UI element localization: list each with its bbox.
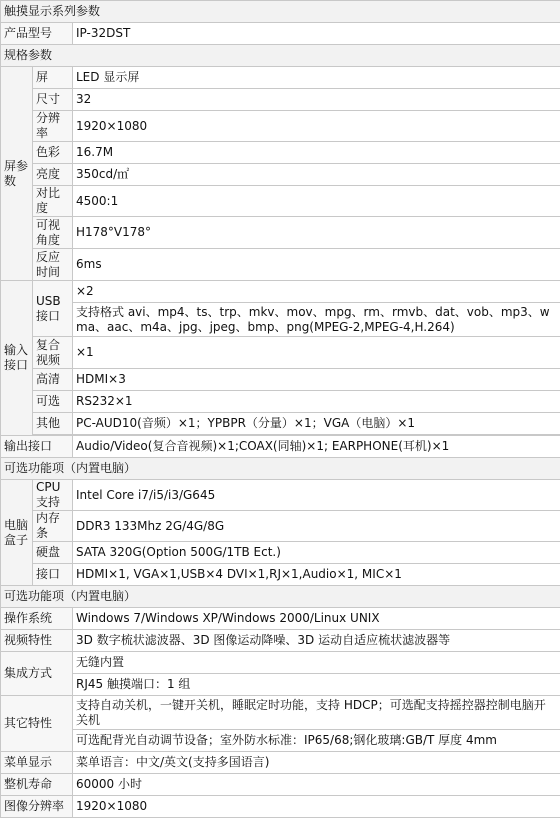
table-row: [1, 413, 560, 435]
integ-value: RJ45 触摸端口：1 组: [73, 674, 560, 696]
row-value: PC-AUD10(音频）×1；YPBPR（分量）×1；VGA（电脑）×1: [73, 413, 560, 435]
row-label: 可视角度: [33, 217, 73, 249]
table-row: [1, 249, 560, 281]
table-row: [1, 142, 560, 164]
res-value: 1920×1080: [73, 796, 560, 818]
output-value: Audio/Video(复合音视频)×1;COAX(同轴)×1; EARPHONE(耳机)×1: [73, 436, 560, 458]
output-row: [1, 436, 560, 458]
row-label: 反应时间: [33, 249, 73, 281]
row-label: USB 接口: [33, 281, 73, 337]
table-row: [1, 67, 560, 89]
input-group-label: 输入接口: [1, 281, 33, 436]
row-value: 350cd/㎡: [73, 164, 560, 186]
model-row: [1, 23, 560, 45]
row-label: 复合视频: [33, 337, 73, 369]
table-row: [1, 186, 560, 217]
integ-row: [1, 652, 560, 674]
row-value: SATA 320G(Option 500G/1TB Ect.): [73, 542, 560, 564]
optional-header: 可选功能项（内置电脑）: [1, 458, 560, 480]
row-label: 亮度: [33, 164, 73, 186]
table-row: [1, 337, 560, 369]
os-value: Windows 7/Windows XP/Windows 2000/Linux UNIX: [73, 608, 560, 630]
row-label: 接口: [33, 564, 73, 586]
model-label: 产品型号: [1, 23, 73, 45]
output-label: 输出接口: [1, 436, 73, 458]
res-row: [1, 796, 560, 818]
table-row: [1, 164, 560, 186]
table-row: [1, 89, 560, 111]
table-row: [1, 281, 560, 303]
table-row: [1, 480, 560, 511]
table-row: [1, 511, 560, 542]
row-value: RS232×1: [73, 391, 560, 413]
row-value: 4500:1: [73, 186, 560, 217]
model-value: IP-32DST: [73, 23, 560, 45]
row-label: 对比度: [33, 186, 73, 217]
menu-value: 菜单语言：中文/英文(支持多国语言): [73, 752, 560, 774]
spec-header-row: [1, 45, 560, 67]
row-label: 色彩: [33, 142, 73, 164]
title-row: [1, 1, 560, 23]
integ-value: 无缝内置: [73, 652, 560, 674]
row-value: 1920×1080: [73, 111, 560, 142]
os-row: [1, 608, 560, 630]
table-row: [1, 369, 560, 391]
table-row: [1, 564, 560, 586]
row-value: 6ms: [73, 249, 560, 281]
row-value: 32: [73, 89, 560, 111]
row-label: 其他: [33, 413, 73, 435]
table-row: [1, 303, 560, 337]
optional-row: [1, 458, 560, 480]
screen-group-label: 屏参数: [1, 67, 33, 281]
optional-header: 可选功能项（内置电脑）: [1, 586, 560, 608]
integ-label: 集成方式: [1, 652, 73, 696]
row-label: 尺寸: [33, 89, 73, 111]
integ-row: [1, 674, 560, 696]
other-label: 其它特性: [1, 696, 73, 752]
optional-row: [1, 586, 560, 608]
row-value: DDR3 133Mhz 2G/4G/8G: [73, 511, 560, 542]
table-row: [1, 217, 560, 249]
table-row: [1, 111, 560, 142]
row-label: 可选: [33, 391, 73, 413]
life-value: 60000 小时: [73, 774, 560, 796]
res-label: 图像分辨率: [1, 796, 73, 818]
table-title: 触摸显示系列参数: [1, 1, 560, 23]
spec-header: 规格参数: [1, 45, 560, 67]
other-value: 可选配背光自动调节设备；室外防水标准：IP65/68;钢化玻璃:GB/T 厚度 4mm: [73, 730, 560, 752]
other-value: 支持自动关机，一键开关机，睡眠定时功能，支持 HDCP；可选配支持摇控器控制电脑开关机: [73, 696, 560, 730]
row-value: 支持格式 avi、mp4、ts、trp、mkv、mov、mpg、rm、rmvb、dat、vob、mp3、wma、aac、m4a、jpg、jpeg、bmp、png(MPEG-2,MPEG-4,H.264): [73, 303, 560, 337]
video-row: [1, 630, 560, 652]
row-value: 16.7M: [73, 142, 560, 164]
row-value: Intel Core i7/i5/i3/G645: [73, 480, 560, 511]
row-value: LED 显示屏: [73, 67, 560, 89]
row-value: ×1: [73, 337, 560, 369]
row-label: 屏: [33, 67, 73, 89]
video-label: 视频特性: [1, 630, 73, 652]
row-label: 硬盘: [33, 542, 73, 564]
table-row: [1, 542, 560, 564]
row-label: 分辨率: [33, 111, 73, 142]
row-value: HDMI×3: [73, 369, 560, 391]
life-row: [1, 774, 560, 796]
os-label: 操作系统: [1, 608, 73, 630]
other-row: [1, 730, 560, 752]
row-label: CPU 支持: [33, 480, 73, 511]
life-label: 整机寿命: [1, 774, 73, 796]
menu-row: [1, 752, 560, 774]
other-row: [1, 696, 560, 730]
pc-group-label: 电脑盒子: [1, 480, 33, 586]
table-row: [1, 391, 560, 413]
row-label: 内存条: [33, 511, 73, 542]
row-value: HDMI×1, VGA×1,USB×4 DVI×1,RJ×1,Audio×1, MIC×1: [73, 564, 560, 586]
row-label: 高清: [33, 369, 73, 391]
menu-label: 菜单显示: [1, 752, 73, 774]
video-value: 3D 数字梳状滤波器、3D 图像运动降噪、3D 运动自适应梳状滤波器等: [73, 630, 560, 652]
row-value: H178°V178°: [73, 217, 560, 249]
row-value: ×2: [73, 281, 560, 303]
